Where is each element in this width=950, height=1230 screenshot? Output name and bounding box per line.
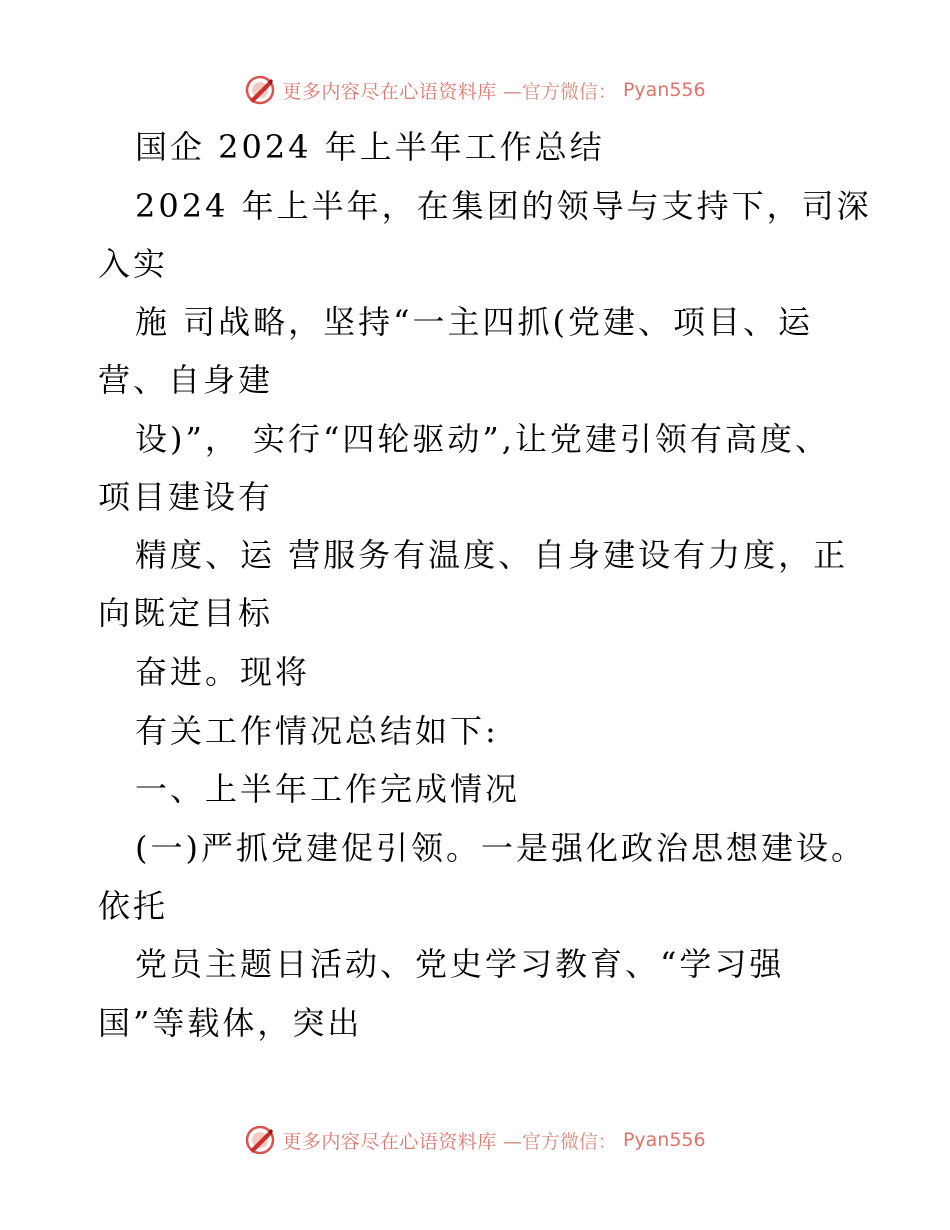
paragraph-line: 精度、运 营服务有温度、自身建设有力度，正 xyxy=(135,536,849,574)
paragraph-line: 有关工作情况总结如下: xyxy=(135,712,499,750)
watermark-wechat-id: Pyan556 xyxy=(622,1129,706,1151)
watermark-text: 更多内容尽在心语资料库 xyxy=(282,1130,497,1153)
paragraph-line: 向既定目标 xyxy=(98,594,274,632)
subsection-heading: (一)严抓党建促引领。一是强化政治思想建设。 xyxy=(135,829,866,867)
paragraph-line: 项目建设有 xyxy=(98,478,274,516)
watermark-separator: —官方微信： xyxy=(502,80,617,103)
paragraph-line: 2024 年上半年，在集团的领导与支持下，司深 xyxy=(135,187,872,225)
paragraph-line: 入实 xyxy=(98,245,169,283)
pen-logo-icon xyxy=(244,1124,276,1156)
watermark-text: 更多内容尽在心语资料库 xyxy=(282,80,497,103)
paragraph-line: 设)”， 实行“四轮驱动”,让党建引领有高度、 xyxy=(135,420,830,458)
document-title: 国企 2024 年上半年工作总结 xyxy=(135,128,605,166)
footer-watermark xyxy=(0,1120,950,1160)
paragraph-line: 国”等载体，突出 xyxy=(98,1004,363,1042)
watermark-separator: —官方微信： xyxy=(502,1130,617,1153)
paragraph-line: 依托 xyxy=(98,887,169,925)
watermark-wechat-id: Pyan556 xyxy=(622,79,706,101)
paragraph-line: 施 司战略，坚持“一主四抓(党建、项目、运 xyxy=(135,303,814,341)
paragraph-line: 奋进。现将 xyxy=(135,653,311,691)
section-heading: 一、上半年工作完成情况 xyxy=(135,770,521,808)
paragraph-line: 营、自身建 xyxy=(98,361,274,399)
paragraph-line: 党员主题日活动、党史学习教育、“学习强 xyxy=(135,945,785,983)
